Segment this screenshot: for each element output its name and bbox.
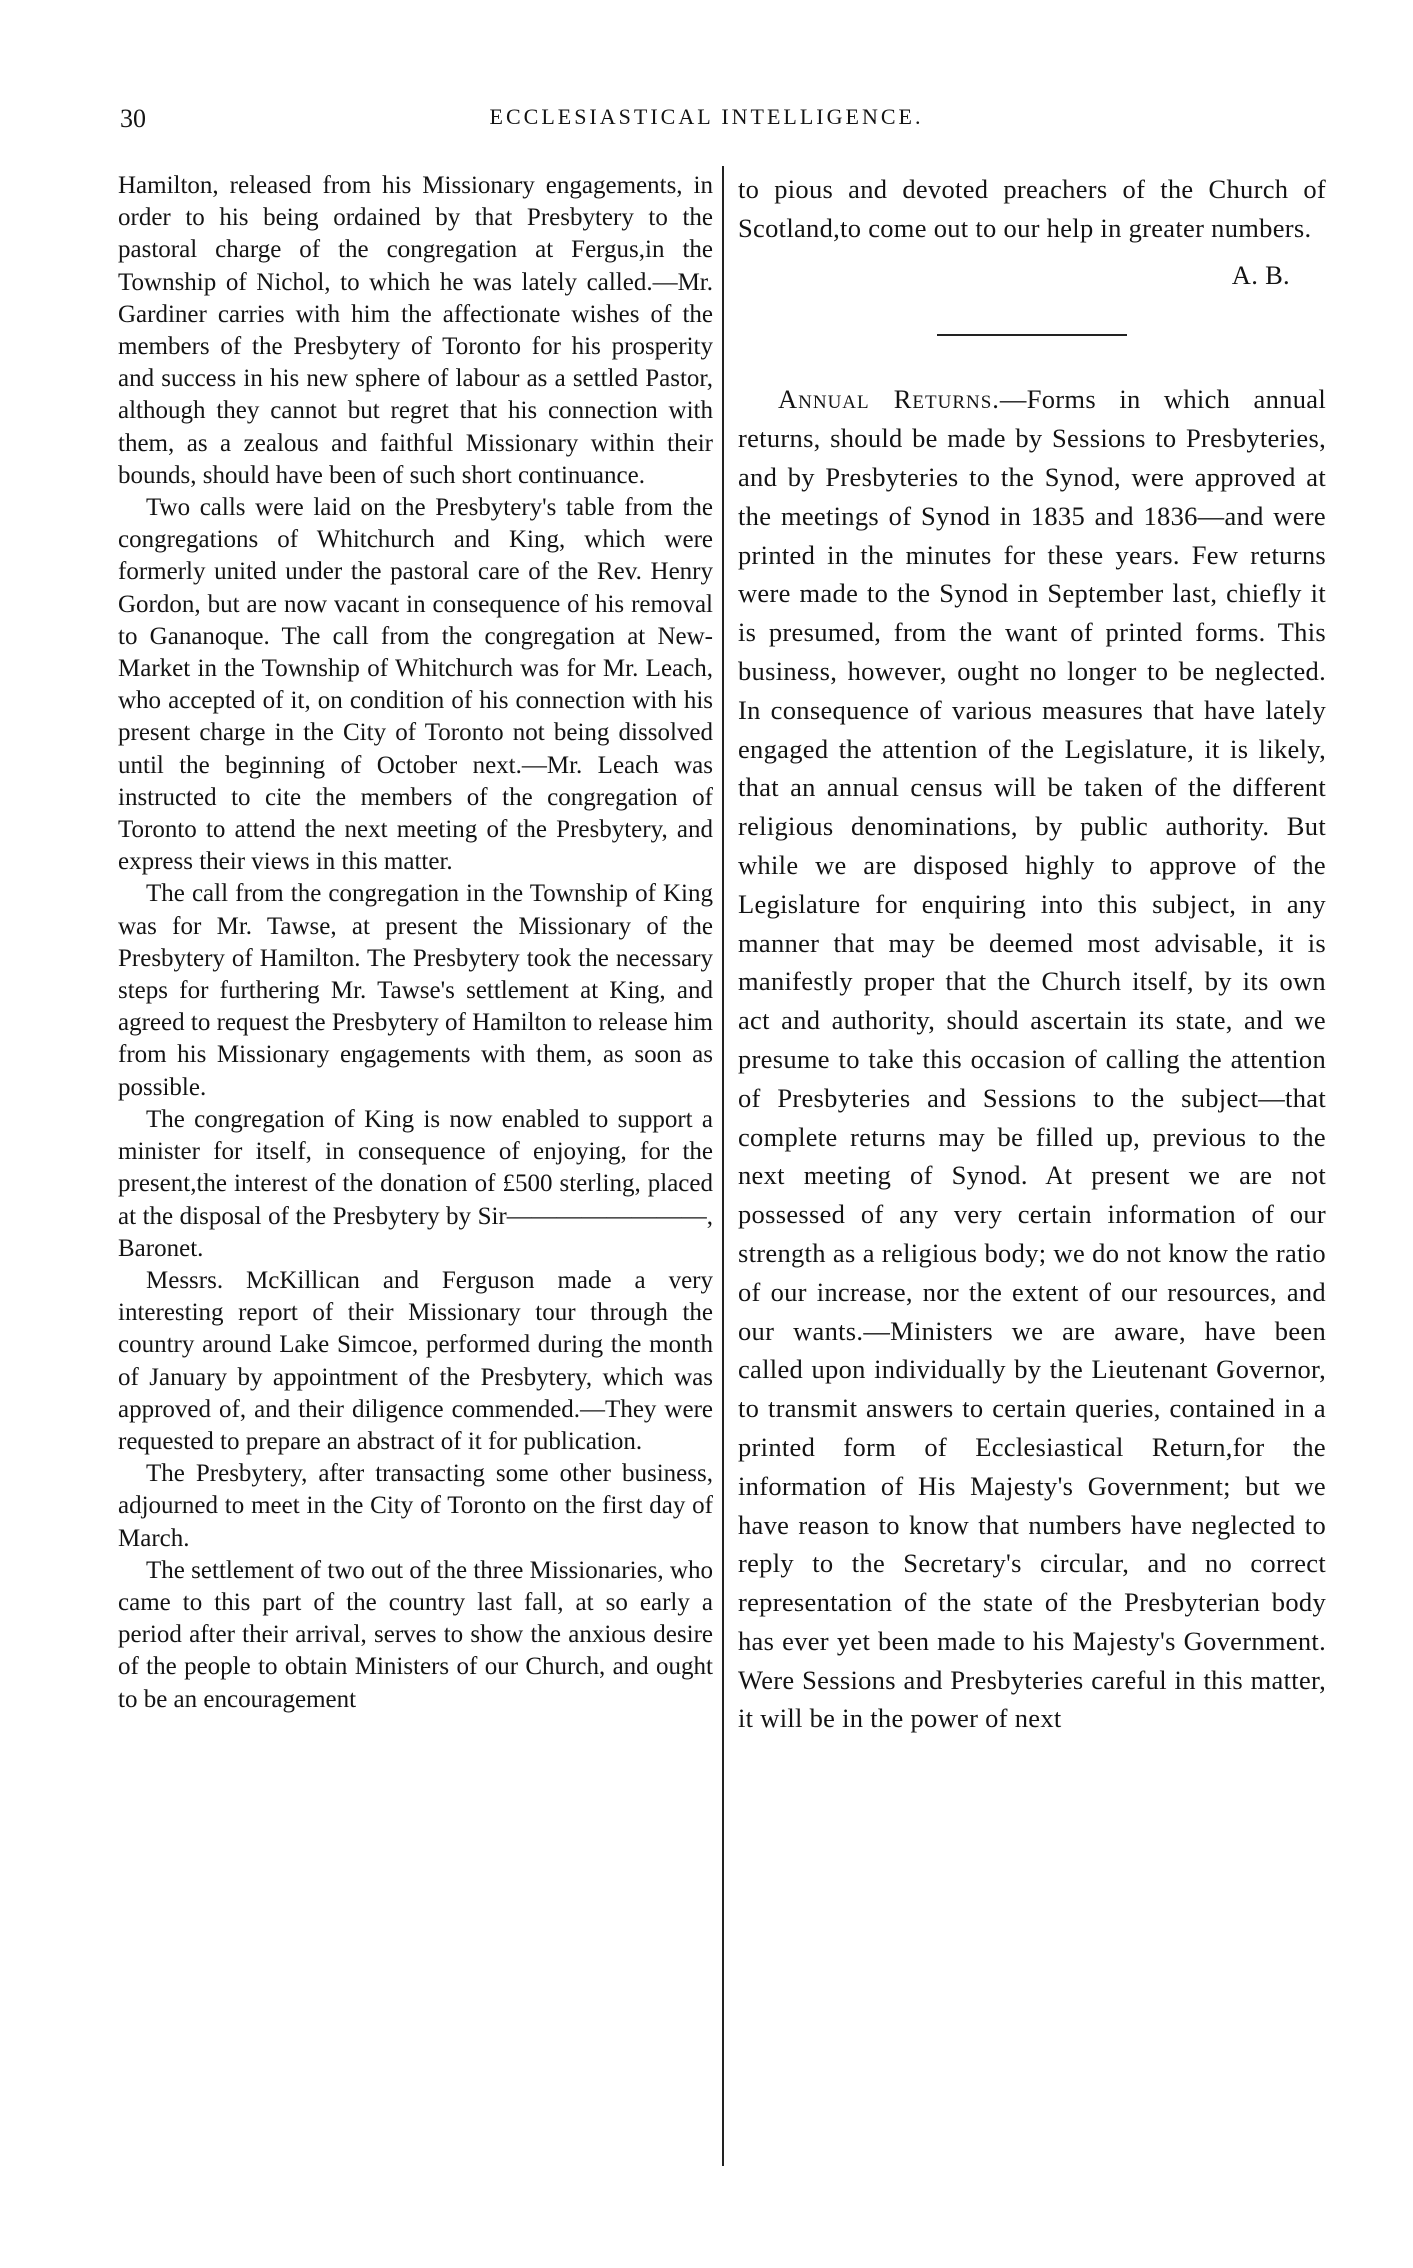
paragraph: The settlement of two out of the three Missionaries, who came to this part of the country last fall, at so early a period after their arrival, serves to show the anxious desire of the people to obtain Ministers of our Church, and ought to be an encouragement <box>118 1556 713 1713</box>
annual-returns-paragraph <box>738 380 1326 1738</box>
paragraph-continuation: to pious and devoted preachers of the Church of Scotland,to come out to our help in greater numbers. <box>738 174 1326 243</box>
paragraph-continuation: Hamilton, released from his Missionary engagements, in order to his being ordained by that Presbytery to the pastoral charge of the congregation at Fergus,in the Township of Nichol, to which he was lately called.—Mr. Gardiner carries with him the affectionate wishes of the members of the Presbytery of Toronto for his prosperity and success in his new sphere of labour as a settled Pastor, although they cannot but regret that his connection with them, as a zealous and faithful Missionary within their bounds, should have been of such short continuance. <box>118 172 713 489</box>
right-column <box>738 170 1326 1738</box>
signature: A. B. <box>1231 259 1290 290</box>
column-divider <box>722 166 724 2166</box>
paragraph: Two calls were laid on the Presbytery's table from the congregations of Whitchurch and King, which were formerly united under the pastoral care of the Rev. Henry Gordon, but are now vacant in consequence of his removal to Gananoque. The call from the congregation at New-Market in the Township of Whitchurch was for Mr. Leach, who accepted of it, on condition of his connection with his present charge in the City of Toronto not being dissolved until the beginning of October next.—Mr. Leach was instructed to cite the members of the congregation of Toronto to attend the next meeting of the Presbytery, and express their views in this matter. <box>118 494 713 876</box>
running-title: ECCLESIASTICAL INTELLIGENCE. <box>489 104 924 129</box>
paragraph: Messrs. McKillican and Ferguson made a very interesting report of their Missionary tour through the country around Lake Simcoe, performed during the month of January by appointment of the Presbytery, which was approved of, and their diligence commended.—They were requested to prepare an abstract of it for publication. <box>118 1266 713 1455</box>
page-header <box>0 104 1413 144</box>
paragraph: The congregation of King is now enabled to support a minister for itself, in consequence of enjoying, for the present,the interest of the donation of £500 sterling, placed at the disposal of the Presbytery by Sir————————, Baronet. <box>118 1105 713 1262</box>
section-heading: Annual Returns. <box>778 384 1000 415</box>
left-column <box>118 170 713 1716</box>
section-divider <box>937 334 1127 336</box>
page-number: 30 <box>120 104 146 133</box>
paragraph: The Presbytery, after transacting some other business, adjourned to meet in the City of Toronto on the first day of March. <box>118 1460 713 1552</box>
section-body: —Forms in which annual returns, should be made by Sessions to Presbyteries, and by Presbyteries to the Synod, were approved at the meetings of Synod in 1835 and 1836—and were printed in the minutes for these years. Few returns were made to the Synod in September last, chiefly it is presumed, from the want of printed forms. This business, however, ought no longer to be neglected. In consequence of various measures that have lately engaged the attention of the Legislature, it is likely, that an annual census will be taken of the different religious denominations, by public authority. But while we are disposed highly to approve of the Legislature for enquiring into this subject, in any manner that may be deemed most advisable, it is manifestly proper that the Church itself, by its own act and authority, should ascertain its state, and we presume to take this occasion of calling the attention of Presbyteries and Sessions to the subject—that complete returns may be filled up, previous to the next meeting of Synod. At present we are not possessed of any very certain information of our strength as a religious body; we do not know the ratio of our increase, nor the extent of our resources, and our wants.—Ministers we are aware, have been called upon individually by the Lieutenant Governor, to transmit answers to certain queries, contained in a printed form of Ecclesiastical Return,for the information of His Majesty's Government; but we have reason to know that numbers have neglected to reply to the Secretary's circular, and no correct representation of the state of the Presbyterian body has ever yet been made to his Majesty's Government. Were Sessions and Presbyteries careful in this matter, it will be in the power of next <box>738 384 1326 1734</box>
paragraph: The call from the congregation in the Township of King was for Mr. Tawse, at present the Missionary of the Presbytery of Hamilton. The Presbytery took the necessary steps for furthering Mr. Tawse's settlement at King, and agreed to request the Presbytery of Hamilton to release him from his Missionary engagements with them, as soon as possible. <box>118 880 713 1101</box>
